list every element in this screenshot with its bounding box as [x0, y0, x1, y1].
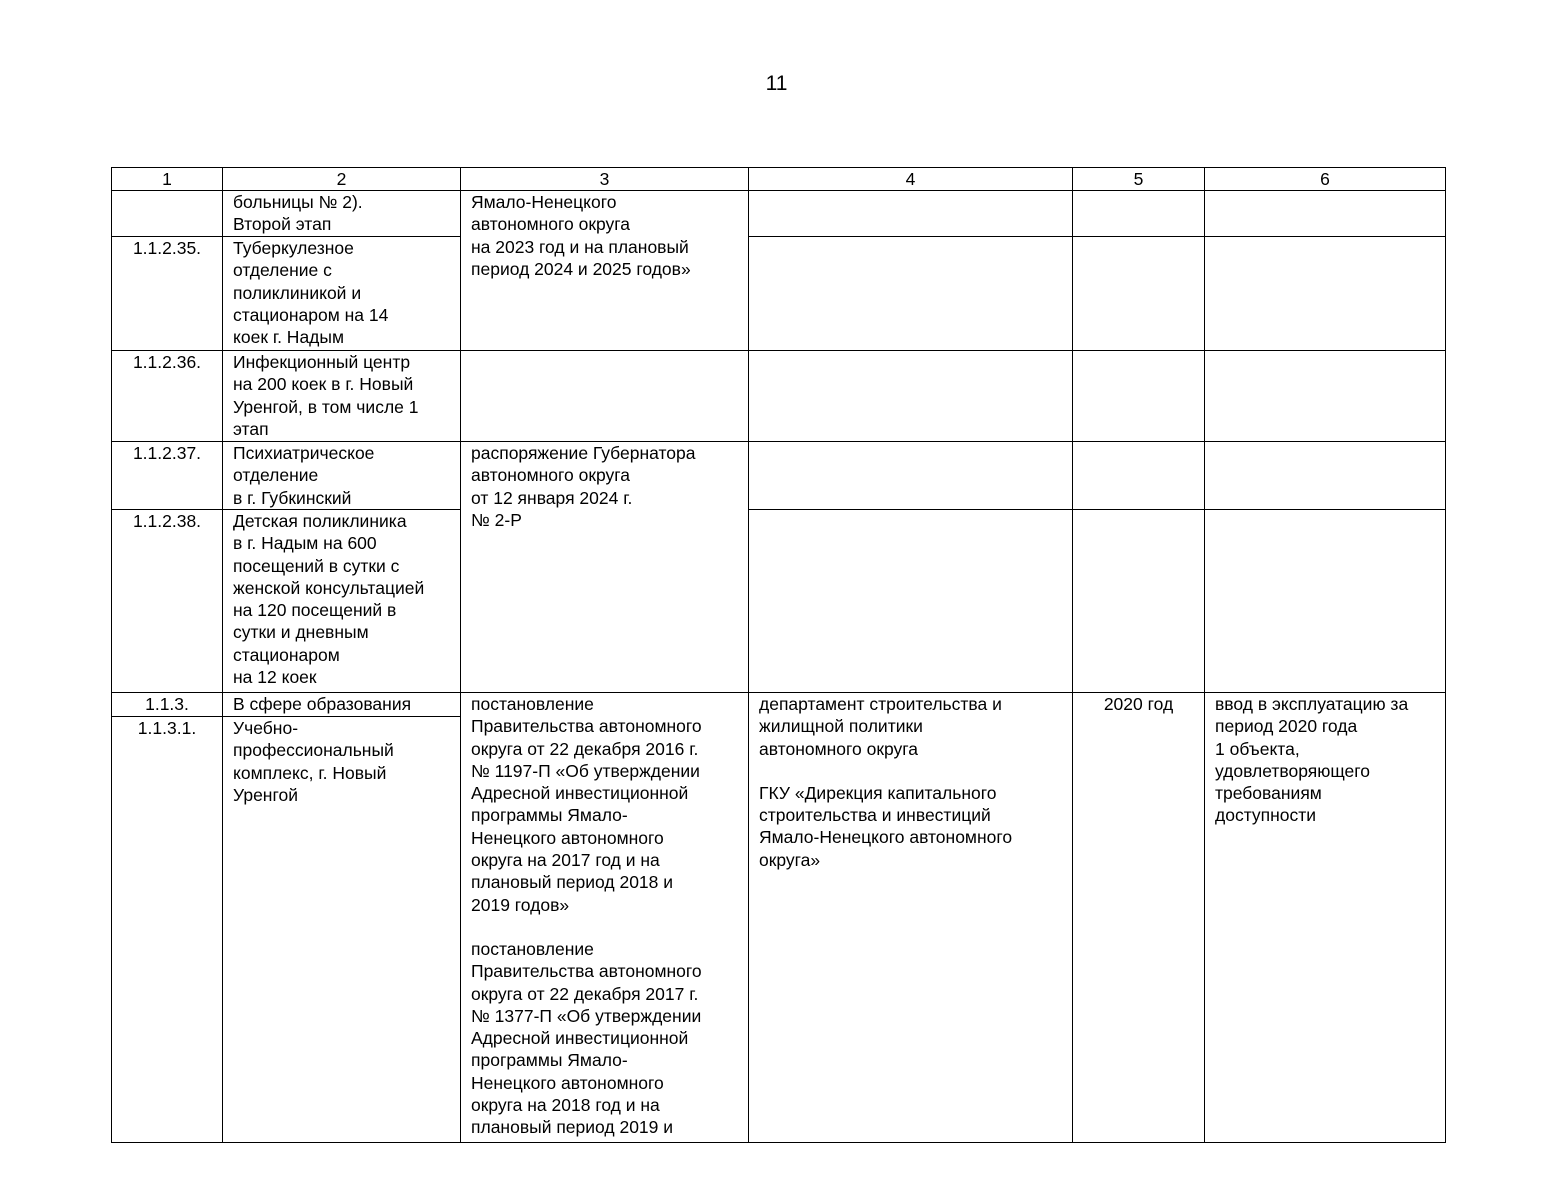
- responsible-cell: [749, 442, 1073, 510]
- table-row: [112, 510, 1446, 693]
- header-cell-1: 1: [112, 168, 223, 191]
- object-name-cell: Психиатрическое отделение в г. Губкинский: [223, 442, 461, 510]
- object-name-cell: больницы № 2). Второй этап: [223, 191, 461, 237]
- responsible-cell: департамент строительства и жилищной политики автономного округа ГКУ «Дирекция капитального строительства и инвестиций Ямало-Ненецкого автономного округа»: [749, 693, 1073, 1143]
- table-row: [112, 191, 1446, 237]
- result-cell: [1205, 510, 1446, 693]
- basis-document-cell: постановление Правительства автономного округа от 22 декабря 2016 г. № 1197-П «Об утверждении Адресной инвестиционной программы Ямало- Ненецкого автономного округа на 2017 год и на плановый период 2018 и 2019 годов» постановление Правительства автономного округа от 22 декабря 2017 г. № 1377-П «Об утверждении Адресной инвестиционной программы Ямало- Ненецкого автономного округа на 2018 год и на плановый период 2019 и: [461, 693, 749, 1143]
- table-row: [112, 351, 1446, 442]
- table-row: [112, 237, 1446, 351]
- result-cell: [1205, 237, 1446, 351]
- result-cell: ввод в эксплуатацию за период 2020 года 1 объекта, удовлетворяющего требованиям доступности: [1205, 693, 1446, 1143]
- header-cell-6: 6: [1205, 168, 1446, 191]
- basis-document-cell: [461, 351, 749, 442]
- responsible-cell: [749, 237, 1073, 351]
- object-name-cell: Учебно- профессиональный комплекс, г. Новый Уренгой: [223, 717, 461, 1143]
- row-number-cell: 1.1.2.35.: [112, 237, 223, 351]
- deadline-cell: 2020 год: [1073, 693, 1205, 1143]
- page-number: 11: [765, 72, 788, 95]
- responsible-cell: [749, 351, 1073, 442]
- responsible-cell: [749, 191, 1073, 237]
- basis-document-cell: распоряжение Губернатора автономного округа от 12 января 2024 г. № 2-Р: [461, 442, 749, 693]
- table-row: [112, 693, 1446, 717]
- object-name-cell: Инфекционный центр на 200 коек в г. Новый Уренгой, в том числе 1 этап: [223, 351, 461, 442]
- basis-document-cell: Ямало-Ненецкого автономного округа на 2023 год и на плановый период 2024 и 2025 годов»: [461, 191, 749, 351]
- deadline-cell: [1073, 191, 1205, 237]
- header-cell-2: 2: [223, 168, 461, 191]
- responsible-cell: [749, 510, 1073, 693]
- result-cell: [1205, 351, 1446, 442]
- object-name-cell: Туберкулезное отделение с поликлиникой и стационаром на 14 коек г. Надым: [223, 237, 461, 351]
- table-row: [112, 442, 1446, 510]
- row-number-cell: 1.1.2.38.: [112, 510, 223, 693]
- header-cell-4: 4: [749, 168, 1073, 191]
- deadline-cell: [1073, 237, 1205, 351]
- deadline-cell: [1073, 442, 1205, 510]
- deadline-cell: [1073, 510, 1205, 693]
- row-number-cell: 1.1.2.37.: [112, 442, 223, 510]
- row-number-cell: 1.1.3.1.: [112, 717, 223, 1143]
- header-cell-5: 5: [1073, 168, 1205, 191]
- deadline-cell: [1073, 351, 1205, 442]
- table-header-row: [112, 168, 1446, 191]
- object-name-cell: Детская поликлиника в г. Надым на 600 посещений в сутки с женской консультацией на 120 посещений в сутки и дневным стационаром на 12 коек: [223, 510, 461, 693]
- row-number-cell: [112, 191, 223, 237]
- result-cell: [1205, 191, 1446, 237]
- object-name-cell: В сфере образования: [223, 693, 461, 717]
- header-cell-3: 3: [461, 168, 749, 191]
- result-cell: [1205, 442, 1446, 510]
- row-number-cell: 1.1.2.36.: [112, 351, 223, 442]
- row-number-cell: 1.1.3.: [112, 693, 223, 717]
- investment-table: [111, 167, 1446, 1143]
